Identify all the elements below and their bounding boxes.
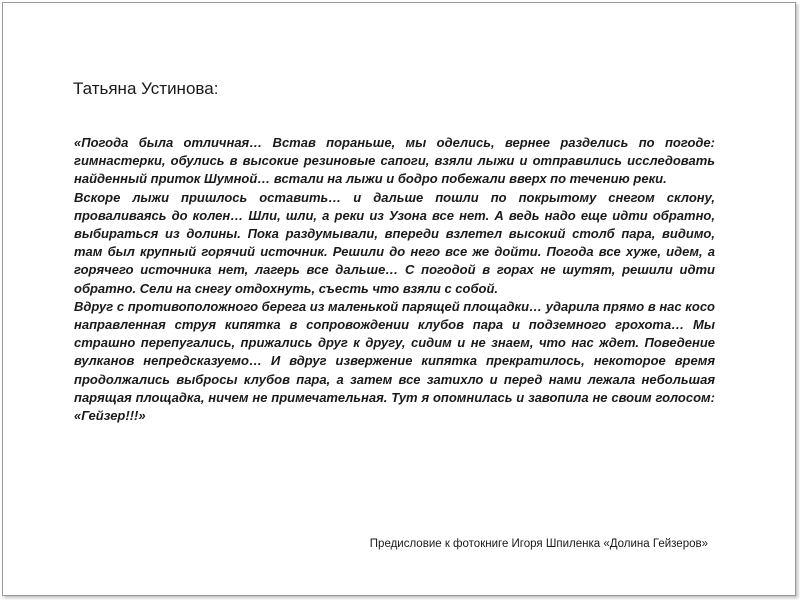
quote-paragraph-3: Вдруг с противоположного берега из маленькой парящей площадки… ударила прямо в нас косо направленная струя кипятка в сопровождении клубов пара и подземного грохота… Мы страшно перепугались, прижались друг к другу, сидим и не знаем, что нас ждет. Поведение вулканов непредсказуемо… И вдруг извержение кипятка прекратилось, некоторое время продолжались выбросы клубов пара, а затем все затихло и перед нами лежала небольшая парящая площадка, ничем не примечательная. Тут я опомнилась и завопила не своим голосом: «Гейзер!!!» bbox=[74, 298, 715, 424]
quote-paragraph-1: «Погода была отличная… Встав пораньше, мы оделись, вернее разделись по погоде: гимнастерки, обулись в высокие резиновые сапоги, взяли лыжи и отправились исследовать найденный приток Шумной… встали на лыжи и бодро побежали вверх по течению реки. bbox=[74, 135, 715, 187]
quote-block bbox=[74, 134, 715, 425]
author-heading: Татьяна Устинова: bbox=[73, 79, 219, 98]
quote-paragraph-2: Вскоре лыжи пришлось оставить… и дальше пошли по покрытому снегом склону, проваливаясь до колен… Шли, шли, а реки из Узона все нет. А ведь надо еще идти обратно, выбираться из долины. Пока раздумывали, впереди взлетел высокий столб пара, видимо, там был крупный горячий источник. Решили до него все же дойти. Погода все хуже, идем, а горячего источника нет, лагерь все дальше… С погодой в горах не шутят, решили идти обратно. Сели на снегу отдохнуть, съесть что взяли с собой. bbox=[74, 189, 715, 296]
slide-frame bbox=[2, 2, 796, 596]
source-caption: Предисловие к фотокниге Игоря Шпиленка «Долина Гейзеров» bbox=[369, 538, 708, 550]
